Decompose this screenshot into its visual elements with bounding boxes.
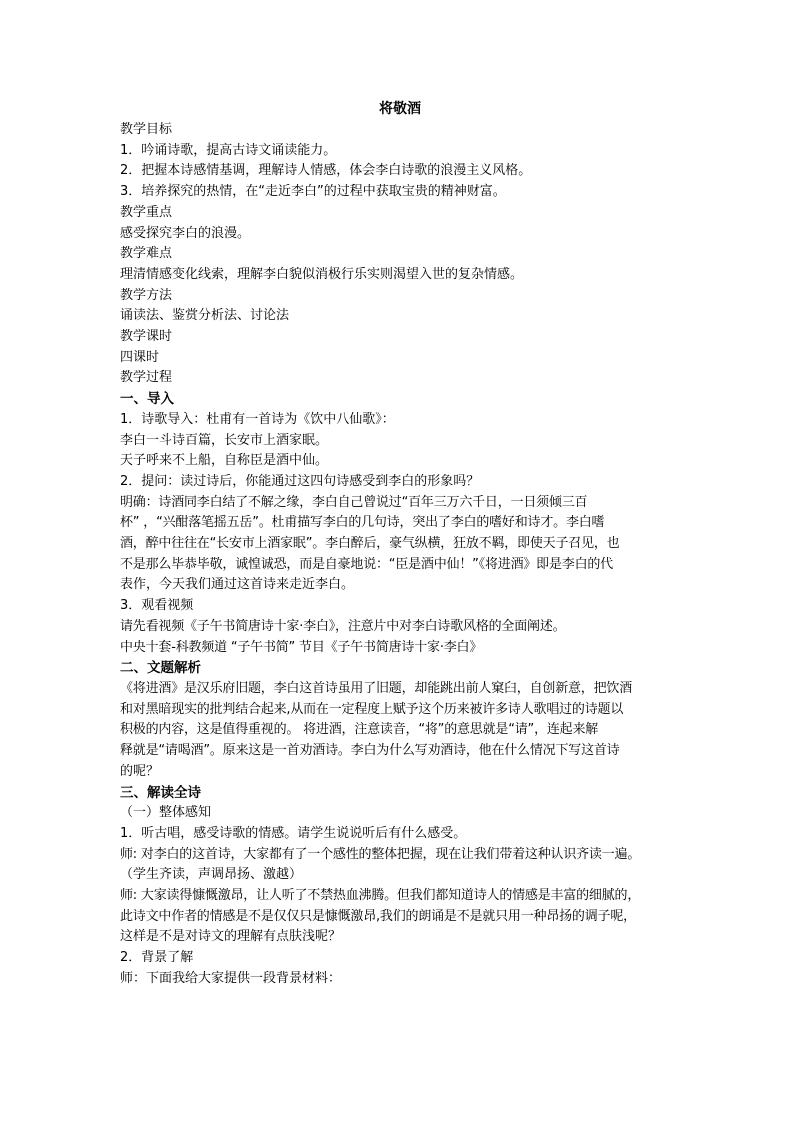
key-points-text: 感受探究李白的浪漫。	[120, 225, 251, 241]
methods-text: 诵读法、鉴赏分析法、讨论法	[120, 308, 290, 324]
paragraph-line: 此诗文中作者的情感是不是仅仅只是慷慨激昂,我们的朗诵是不是就只用一种昂扬的调子呢，	[120, 908, 636, 924]
objective-item-1: 1．吟诵诗歌，提高古诗文诵读能力。	[120, 142, 337, 158]
poem-line-1: 李白一斗诗百篇，长安市上酒家眠。	[120, 432, 329, 448]
difficulties-text: 理清情感变化线索，理解李白貌似消极行乐实则渴望入世的复杂情感。	[120, 266, 524, 282]
paragraph-line: 师: 大家读得慷慨激昂，让人听了不禁热血沸腾。但我们都知道诗人的情感是丰富的细腻的，	[120, 888, 641, 904]
objective-item-3: 3．培养探究的热情，在“走近李白”的过程中获取宝贵的精神财富。	[120, 184, 506, 200]
section-heading-difficulties: 教学难点	[120, 246, 173, 262]
part-heading-title-analysis: 二、文题解析	[120, 660, 201, 677]
paragraph-line: 释就是“请喝酒”。原来这是一首劝酒诗。李白为什么写劝酒诗，他在什么情况下写这首诗	[120, 743, 620, 759]
section-heading-process: 教学过程	[120, 370, 173, 386]
paragraph-line: 《将进酒》是汉乐府旧题，李白这首诗虽用了旧题，却能跳出前人窠臼，自创新意，把饮酒	[120, 680, 633, 696]
paragraph-line: 酒，醉中往往在“长安市上酒家眠”。李白醉后，豪气纵横，狂放不羁，即使天子召见，也	[120, 536, 620, 552]
document-body	[120, 98, 680, 990]
paragraph-line: 请先看视频《子午书简唐诗十家·李白》，注意片中对李白诗歌风格的全面阐述。	[120, 618, 566, 634]
section-heading-hours: 教学课时	[120, 329, 173, 345]
part-heading-reading: 三、解读全诗	[120, 784, 201, 801]
paragraph-line: 杯” ，“兴酣落笔摇五岳”。杜甫描写李白的几句诗，突出了李白的嗜好和诗才。李白嗜	[120, 515, 605, 531]
paragraph-line: 师: 对李白的这首诗，大家都有了一个感性的整体把握，现在让我们带着这种认识齐读一遍。	[120, 846, 641, 862]
hours-text: 四课时	[120, 349, 160, 365]
intro-item-1: 1．诗歌导入：杜甫有一首诗为《饮中八仙歌》：	[120, 411, 395, 427]
part-heading-intro: 一、导入	[120, 391, 174, 408]
paragraph-line: 不是那么毕恭毕敬，诚惶诚恐，而是自豪地说：“臣是酒中仙！”《将进酒》即是李白的代	[120, 556, 613, 572]
poem-line-2: 天子呼来不上船，自称臣是酒中仙。	[120, 453, 329, 469]
paragraph-line: 中央十套-科教频道 “子午书简” 节目《子午书简唐诗十家·李白》	[120, 639, 483, 655]
paragraph-line: 积极的内容，这是值得重视的。 将进酒，注意读音，“将”的意思就是“请”，连起来解	[120, 722, 599, 738]
section-heading-methods: 教学方法	[120, 287, 173, 303]
section-heading-key-points: 教学重点	[120, 204, 173, 220]
reading-item-1: 1．听古唱，感受诗歌的情感。请学生说说听后有什么感受。	[120, 825, 467, 841]
paragraph-line: （学生齐读，声调昂扬、激越）	[120, 867, 303, 883]
paragraph-line: 表作，今天我们通过这首诗来走近李白。	[120, 577, 355, 593]
paragraph-line: 师：下面我给大家提供一段背景材料：	[120, 970, 342, 986]
reading-item-2: 2．背景了解	[120, 950, 194, 966]
paragraph-line: 和对黑暗现实的批判结合起来,从而在一定程度上赋予这个历来被许多诗人歌唱过的诗题以	[120, 701, 624, 717]
intro-item-3: 3．观看视频	[120, 598, 194, 614]
paragraph-line: 这样是不是对诗文的理解有点肤浅呢？	[120, 929, 342, 945]
paragraph-line: 的呢？	[120, 763, 160, 779]
document-title: 将敬酒	[379, 101, 421, 117]
intro-item-2: 2．提问：读过诗后，你能通过这四句诗感受到李白的形象吗？	[120, 473, 480, 489]
objective-item-2: 2．把握本诗感情基调，理解诗人情感，体会李白诗歌的浪漫主义风格。	[120, 163, 532, 179]
section-heading-objectives: 教学目标	[120, 122, 173, 137]
subsection-heading-overall: （一）整体感知	[120, 805, 212, 821]
paragraph-line: 明确：诗酒同李白结了不解之缘，李白自己曾说过“百年三万六千日，一日须倾三百	[120, 494, 588, 510]
